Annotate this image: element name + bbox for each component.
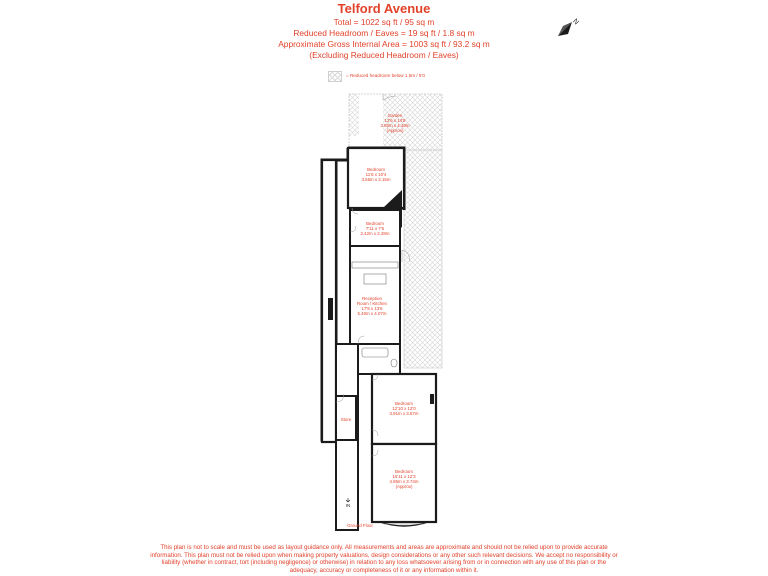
bedroom-front-dims-imperial: 15'11 x 12'3 — [392, 474, 416, 479]
bedroom-front-note: (Approx) — [395, 484, 413, 489]
bedroom-rear-name: Bedroom — [367, 167, 385, 172]
reception-dims-imperial: 17'8 x 13'6 — [361, 306, 383, 311]
plan-title: Telford Avenue — [337, 1, 431, 16]
bedroom-rear-dims-imperial: 11'8 x 10'4 — [365, 172, 387, 177]
floor-label: Ground Floor — [347, 523, 373, 528]
reception-name-2: Room / Kitchen — [356, 301, 388, 306]
bedroom-mid-dims-imperial: 12'10 x 12'0 — [392, 406, 416, 411]
bedroom-front-name: Bedroom — [395, 469, 413, 474]
wall-pier — [328, 298, 333, 320]
garden-dims-imperial: 12'6 x 14'8 — [384, 118, 406, 123]
reduced-headroom-area: Reduced Headroom / Eaves = 19 sq ft / 1.8 sq m — [293, 28, 475, 38]
north-label: N — [571, 17, 580, 27]
excluding-note: (Excluding Reduced Headroom / Eaves) — [309, 50, 459, 60]
wall-nib — [430, 394, 434, 404]
bedroom-small-name: Bedroom — [366, 221, 384, 226]
entrance-label: IN — [345, 503, 351, 508]
garden-note: (Approx) — [386, 128, 404, 133]
disclaimer: This plan is not to scale and must be used as layout guidance only. All measurements and areas are approximate and should not be relied upon to provide accurate information. This plan must not be relied upon when making property valuations, design considerations or any other such relevant decisions. We accept no responsibility or liability (whether in contract, tort (including negligence) or otherwise) in relation to any loss whatsoever arising from or in connection with any use of this plan or the adequacy, accuracy or completeness of it or any information within it. — [150, 544, 618, 574]
legend-text: = Reduced headroom below 1.5m / 5'0 — [346, 73, 425, 78]
bedroom-small-dims-imperial: 7'11 x 7'6 — [365, 226, 385, 231]
reception-dims-metric: 5.40m x 4.07m — [357, 311, 387, 316]
bedroom-mid-dims-metric: 3.91m x 3.67m — [389, 411, 419, 416]
bedroom-mid-name: Bedroom — [395, 401, 413, 406]
bedroom-front-dims-metric: 4.85m x 3.74m — [389, 479, 419, 484]
bedroom-small-dims-metric: 2.42m x 2.28m — [360, 231, 390, 236]
gross-internal-area: Approximate Gross Internal Area = 1003 sq ft / 93.2 sq m — [278, 39, 490, 49]
total-area: Total = 1022 sq ft / 95 sq m — [333, 17, 435, 27]
bedroom-rear-dims-metric: 3.55m x 3.15m — [361, 177, 391, 182]
room-reception-kitchen — [350, 246, 400, 344]
garden-dims-metric: 3.80m x 4.48m — [380, 123, 410, 128]
store-name: Store — [340, 417, 352, 422]
garden-name: Garden — [387, 113, 403, 118]
reception-name: Reception — [362, 296, 382, 301]
